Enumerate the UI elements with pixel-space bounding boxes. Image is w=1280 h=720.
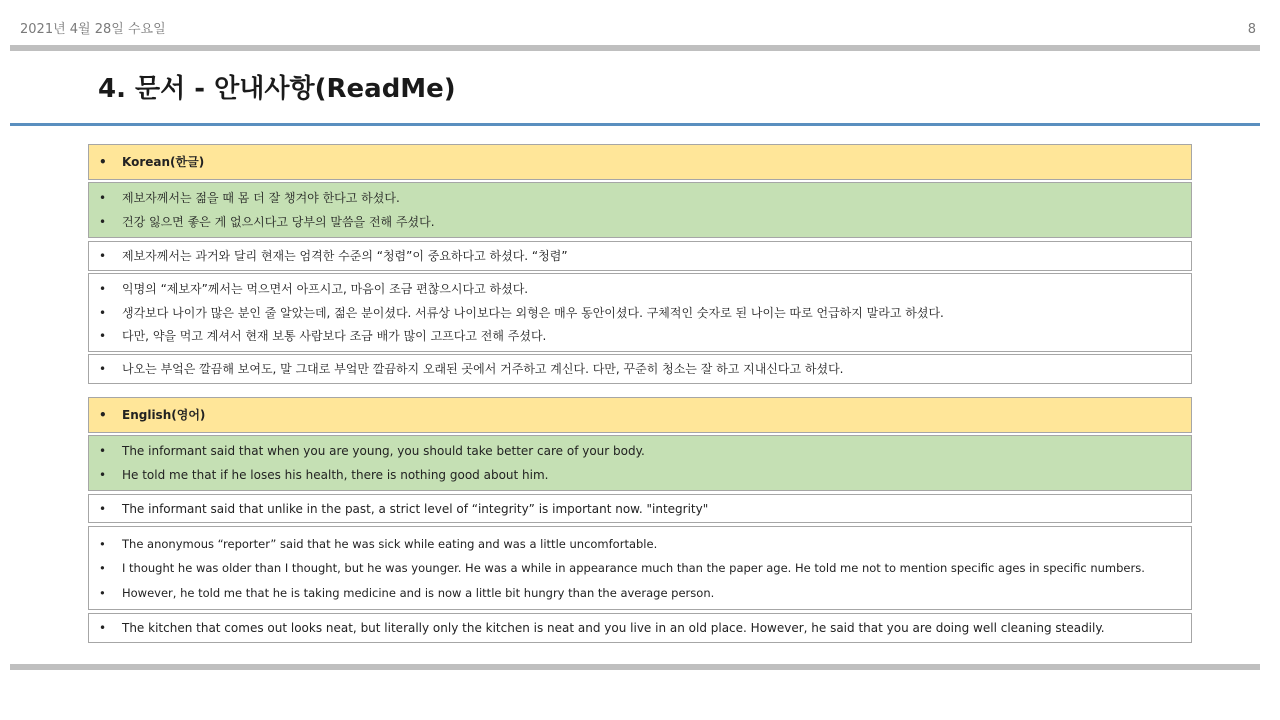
top-divider (10, 45, 1260, 51)
list-item: • 익명의 “제보자”께서는 먹으면서 아프시고, 마음이 조금 편찮으시다고 하셨다. (97, 281, 1181, 297)
slide-date: 2021년 4월 28일 수요일 (20, 22, 166, 37)
english-group-2 (88, 494, 1192, 523)
english-heading: • English(영어) (97, 407, 1181, 423)
list-item: • 다만, 약을 먹고 계셔서 현재 보통 사람보다 조금 배가 많이 고프다고 전해 주셨다. (97, 328, 1181, 344)
korean-group-3 (88, 273, 1192, 352)
korean-group-4 (88, 354, 1192, 384)
list-item: • The informant said that unlike in the past, a strict level of “integrity” is important now. "integrity" (97, 501, 1181, 517)
title-underline (10, 123, 1260, 126)
english-group-4 (88, 613, 1192, 643)
english-group-3 (88, 526, 1192, 610)
list-item: • 생각보다 나이가 많은 분인 줄 알았는데, 젊은 분이셨다. 서류상 나이보다는 외형은 매우 동안이셨다. 구체적인 숫자로 된 나이는 따로 언급하지 말라고 하셨다. (97, 305, 1181, 321)
list-item: • 건강 잃으면 좋은 게 없으시다고 당부의 말씀을 전해 주셨다. (97, 214, 1181, 230)
korean-heading: • Korean(한글) (97, 154, 1181, 170)
list-item: • The anonymous “reporter” said that he was sick while eating and was a little uncomfortable. (97, 536, 1181, 552)
list-item: • However, he told me that he is taking medicine and is now a little bit hungry than the average person. (97, 585, 1181, 601)
list-item: • The informant said that when you are young, you should take better care of your body. (97, 443, 1181, 459)
english-group-1 (88, 435, 1192, 491)
list-item: • He told me that if he loses his health, there is nothing good about him. (97, 467, 1181, 483)
list-item: • 제보자께서는 젊을 때 몸 더 잘 챙겨야 한다고 하셨다. (97, 190, 1181, 206)
korean-group-2 (88, 241, 1192, 271)
korean-heading-box (88, 144, 1192, 180)
slide-title: 4. 문서 - 안내사항(ReadMe) (98, 74, 456, 104)
list-item: • 나오는 부엌은 깔끔해 보여도, 말 그대로 부엌만 깔끔하지 오래된 곳에서 거주하고 계신다. 다만, 꾸준히 청소는 잘 하고 지내신다고 하셨다. (97, 361, 1181, 377)
english-heading-box (88, 397, 1192, 433)
list-item: • I thought he was older than I thought, but he was younger. He was a while in appearance much than the paper age. He told me not to mention specific ages in specific numbers. (97, 560, 1181, 576)
korean-group-1 (88, 182, 1192, 238)
bottom-divider (10, 664, 1260, 670)
list-item: • 제보자께서는 과거와 달리 현재는 엄격한 수준의 “청렴”이 중요하다고 하셨다. “청렴” (97, 248, 1181, 264)
list-item: • The kitchen that comes out looks neat, but literally only the kitchen is neat and you live in an old place. However, he said that you are doing well cleaning steadily. (97, 620, 1181, 636)
page-number: 8 (1247, 22, 1256, 37)
